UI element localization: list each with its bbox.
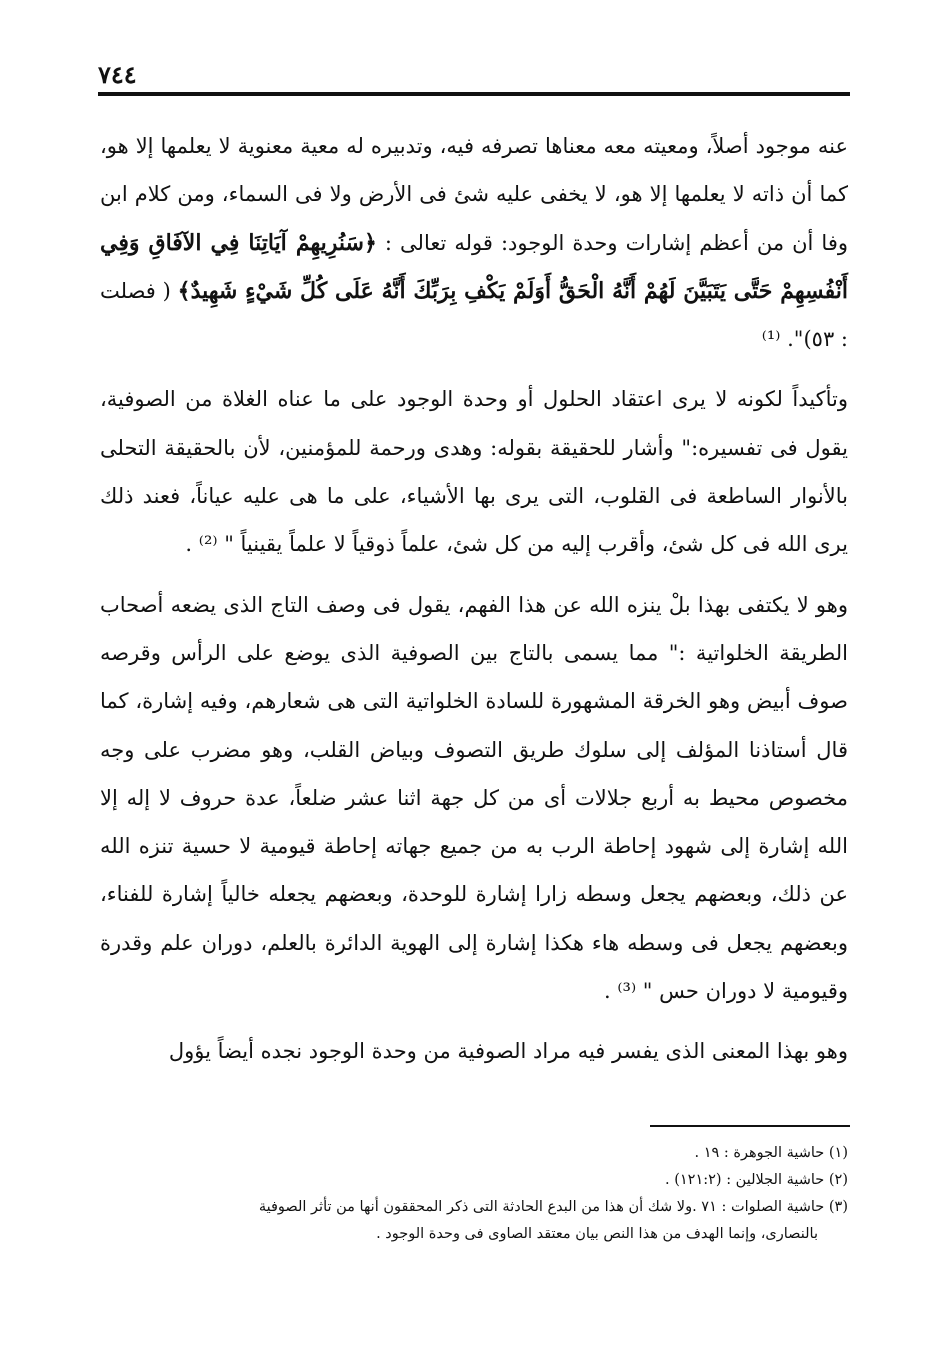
- footnotes: [100, 1140, 848, 1248]
- footnote-3-continuation: بالنصارى، وإنما الهدف من هذا النص بيان معتقد الصاوى فى وحدة الوجود .: [376, 1226, 818, 1242]
- footnote-1: (١) حاشية الجوهرة : ١٩ .: [694, 1145, 848, 1161]
- header-rule: [98, 92, 850, 96]
- paragraph-1: [100, 122, 848, 363]
- page-number: ٧٤٤: [98, 60, 137, 89]
- paragraph-2: وتأكيداً لكونه لا يرى اعتقاد الحلول أو وحدة الوجود على ما عناه الغلاة من الصوفية، يقول فى تفسيره:" وأشار للحقيقة بقوله: وهدى ورحمة للمؤمنين، لأن بالحقيقة التحلى بالأنوار الساطعة فى القلوب، التى يرى بها الأشياء، على ما هى عليه عياناً، فعند ذلك يرى الله فى كل شئ، وأقرب إليه من كل شئ، علماً ذوقياً لا علماً يقينياً " ⁽²⁾ .: [100, 387, 848, 557]
- paragraph-3: وهو لا يكتفى بهذا بلْ ينزه الله عن هذا الفهم، يقول فى وصف التاج الذى يضعه أصحاب الطريقة الخلواتية :" مما يسمى بالتاج بين الصوفية الذى يوضع على الرأس وقرصه صوف أبيض وهو الخرقة المشهورة للسادة الخلواتية التى هى شعارهم، وفيه إشارة، كما قال أستاذنا المؤلف إلى سلوك طريق التصوف وبياض القلب، وهو مضرب على وجه مخصوص محيط به أربع جلالات أى من كل جهة اثنا عشر ضلعاً، عدة حروف لا إله إلا الله إشارة إلى شهود إحاطة الرب به من جميع جهاته إحاطة قيومية لا حسية تنزه الله عن ذلك، وبعضهم يجعل وسطه زارا إشارة للوحدة، وبعضهم يجعله خالياً إشارة للفناء، وبعضهم يجعل فى وسطه هاء هكذا إشارة إلى الهوية الدائرة بالعلم، دوران علم وقدرة وقيومية لا دوران حس " ⁽³⁾ .: [100, 592, 848, 1004]
- footnote-rule: [650, 1125, 850, 1127]
- footnote-3: (٣) حاشية الصلوات : ٧١ .ولا شك أن هذا من البدع الحادثة التى ذكر المحققون أنها من تأثر الصوفية: [258, 1199, 848, 1215]
- body-text: [100, 122, 848, 1076]
- paragraph-1-text: عنه موجود أصلاً، ومعيته معه معناها تصرفه فيه، وتدبيره له معية معنوية لا يعلمها إلا هو، كما أن ذاته لا يعلمها إلا هو، لا يخفى عليه شئ فى الأرض ولا فى السماء، ومن كلام ابن وفا أن من أعظم إشارات وحدة الوجود: قوله تعالى :: [100, 134, 849, 255]
- footnote-2: (٢) حاشية الجلالين : (١٢١:٢) .: [664, 1172, 848, 1188]
- quran-citation: ( فصلت : ٥٣)". ⁽¹⁾: [100, 278, 848, 352]
- paragraph-4: وهو بهذا المعنى الذى يفسر فيه مراد الصوفية من وحدة الوجود نجده أيضاً يؤول: [168, 1039, 848, 1064]
- quran-verse: ﴿سَنُرِيهِمْ آيَاتِنَا فِي الآفَاقِ وَفِي أَنْفُسِهِمْ حَتَّى يَتَبَيَّنَ لَهُمْ أَنَّهُ الْحَقُّ أَوَلَمْ يَكْفِ بِرَبِّكَ أَنَّهُ عَلَى كُلِّ شَيْءٍ شَهِيدٌ﴾: [100, 229, 848, 304]
